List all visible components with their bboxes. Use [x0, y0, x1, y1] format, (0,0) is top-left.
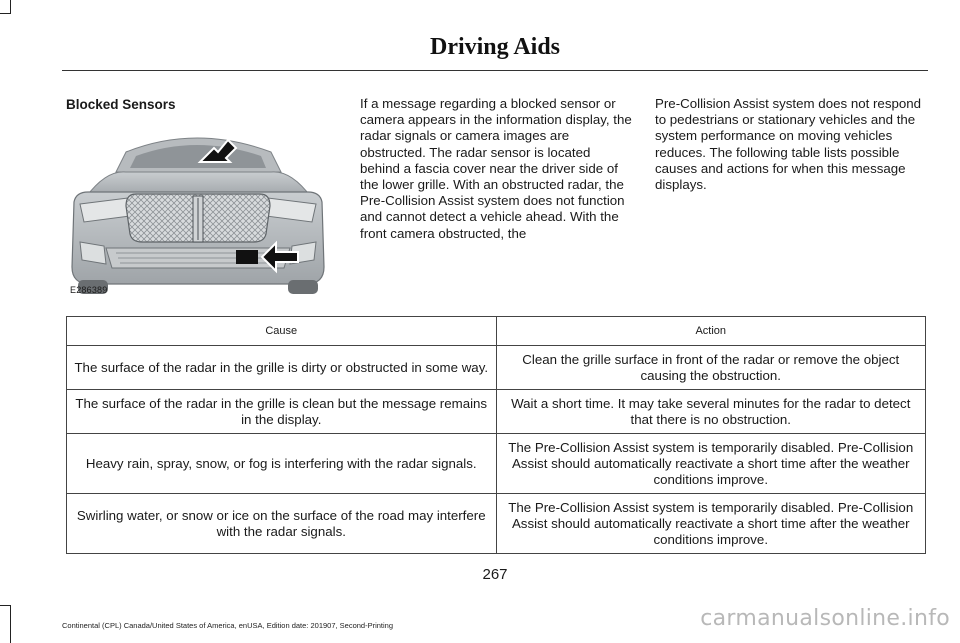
page-number: 267: [482, 566, 508, 583]
crop-mark-top-left-horizontal: [0, 13, 11, 14]
causes-actions-table: [66, 316, 926, 554]
figure-code: E286389: [70, 285, 108, 295]
table-cell-action: Wait a short time. It may take several minutes for the radar to detect that there is no obstruction.: [496, 390, 926, 434]
table-row: [67, 346, 926, 390]
table-cell-cause: The surface of the radar in the grille is clean but the message remains in the display.: [67, 390, 497, 434]
column-header-cause: Cause: [67, 317, 497, 346]
header-divider: [62, 70, 928, 71]
table-header-row: [67, 317, 926, 346]
table-cell-cause: The surface of the radar in the grille is dirty or obstructed in some way.: [67, 346, 497, 390]
table-row: [67, 494, 926, 554]
column-header-action: Action: [496, 317, 926, 346]
crop-mark-top-left-vertical: [10, 0, 11, 14]
crop-mark-bottom-left-horizontal: [0, 605, 11, 606]
table-cell-action: The Pre-Collision Assist system is temporarily disabled. Pre-Collision Assist should automatically reactivate a short time after the weather conditions improve.: [496, 494, 926, 554]
watermark: carmanualsonline.info: [700, 606, 950, 631]
footer-edition-note: Continental (CPL) Canada/United States of America, enUSA, Edition date: 201907, Second-Printing: [62, 621, 394, 630]
table-cell-cause: Swirling water, or snow or ice on the surface of the road may interfere with the radar signals.: [67, 494, 497, 554]
section-heading: Blocked Sensors: [66, 97, 176, 112]
table-row: [67, 434, 926, 494]
table-row: [67, 390, 926, 434]
paragraph-right: Pre-Collision Assist system does not respond to pedestrians or stationary vehicles and the system performance on moving vehicles reduces. The following table lists possible causes and actions for when this message displays.: [655, 96, 922, 193]
page-header-title: Driving Aids: [429, 34, 561, 60]
table-cell-action: The Pre-Collision Assist system is temporarily disabled. Pre-Collision Assist should automatically reactivate a short time after the weather conditions improve.: [496, 434, 926, 494]
table-cell-action: Clean the grille surface in front of the radar or remove the object causing the obstruction.: [496, 346, 926, 390]
table-cell-cause: Heavy rain, spray, snow, or fog is interfering with the radar signals.: [67, 434, 497, 494]
paragraph-middle: If a message regarding a blocked sensor or camera appears in the information display, the radar signals or camera images are obstructed. The radar sensor is located behind a fascia cover near the driver side of the lower grille. With an obstructed radar, the Pre-Collision Assist system does not function and cannot detect a vehicle ahead. With the front camera obstructed, the: [360, 96, 632, 241]
car-front-illustration: [66, 122, 328, 298]
crop-mark-bottom-left-vertical: [10, 605, 11, 643]
